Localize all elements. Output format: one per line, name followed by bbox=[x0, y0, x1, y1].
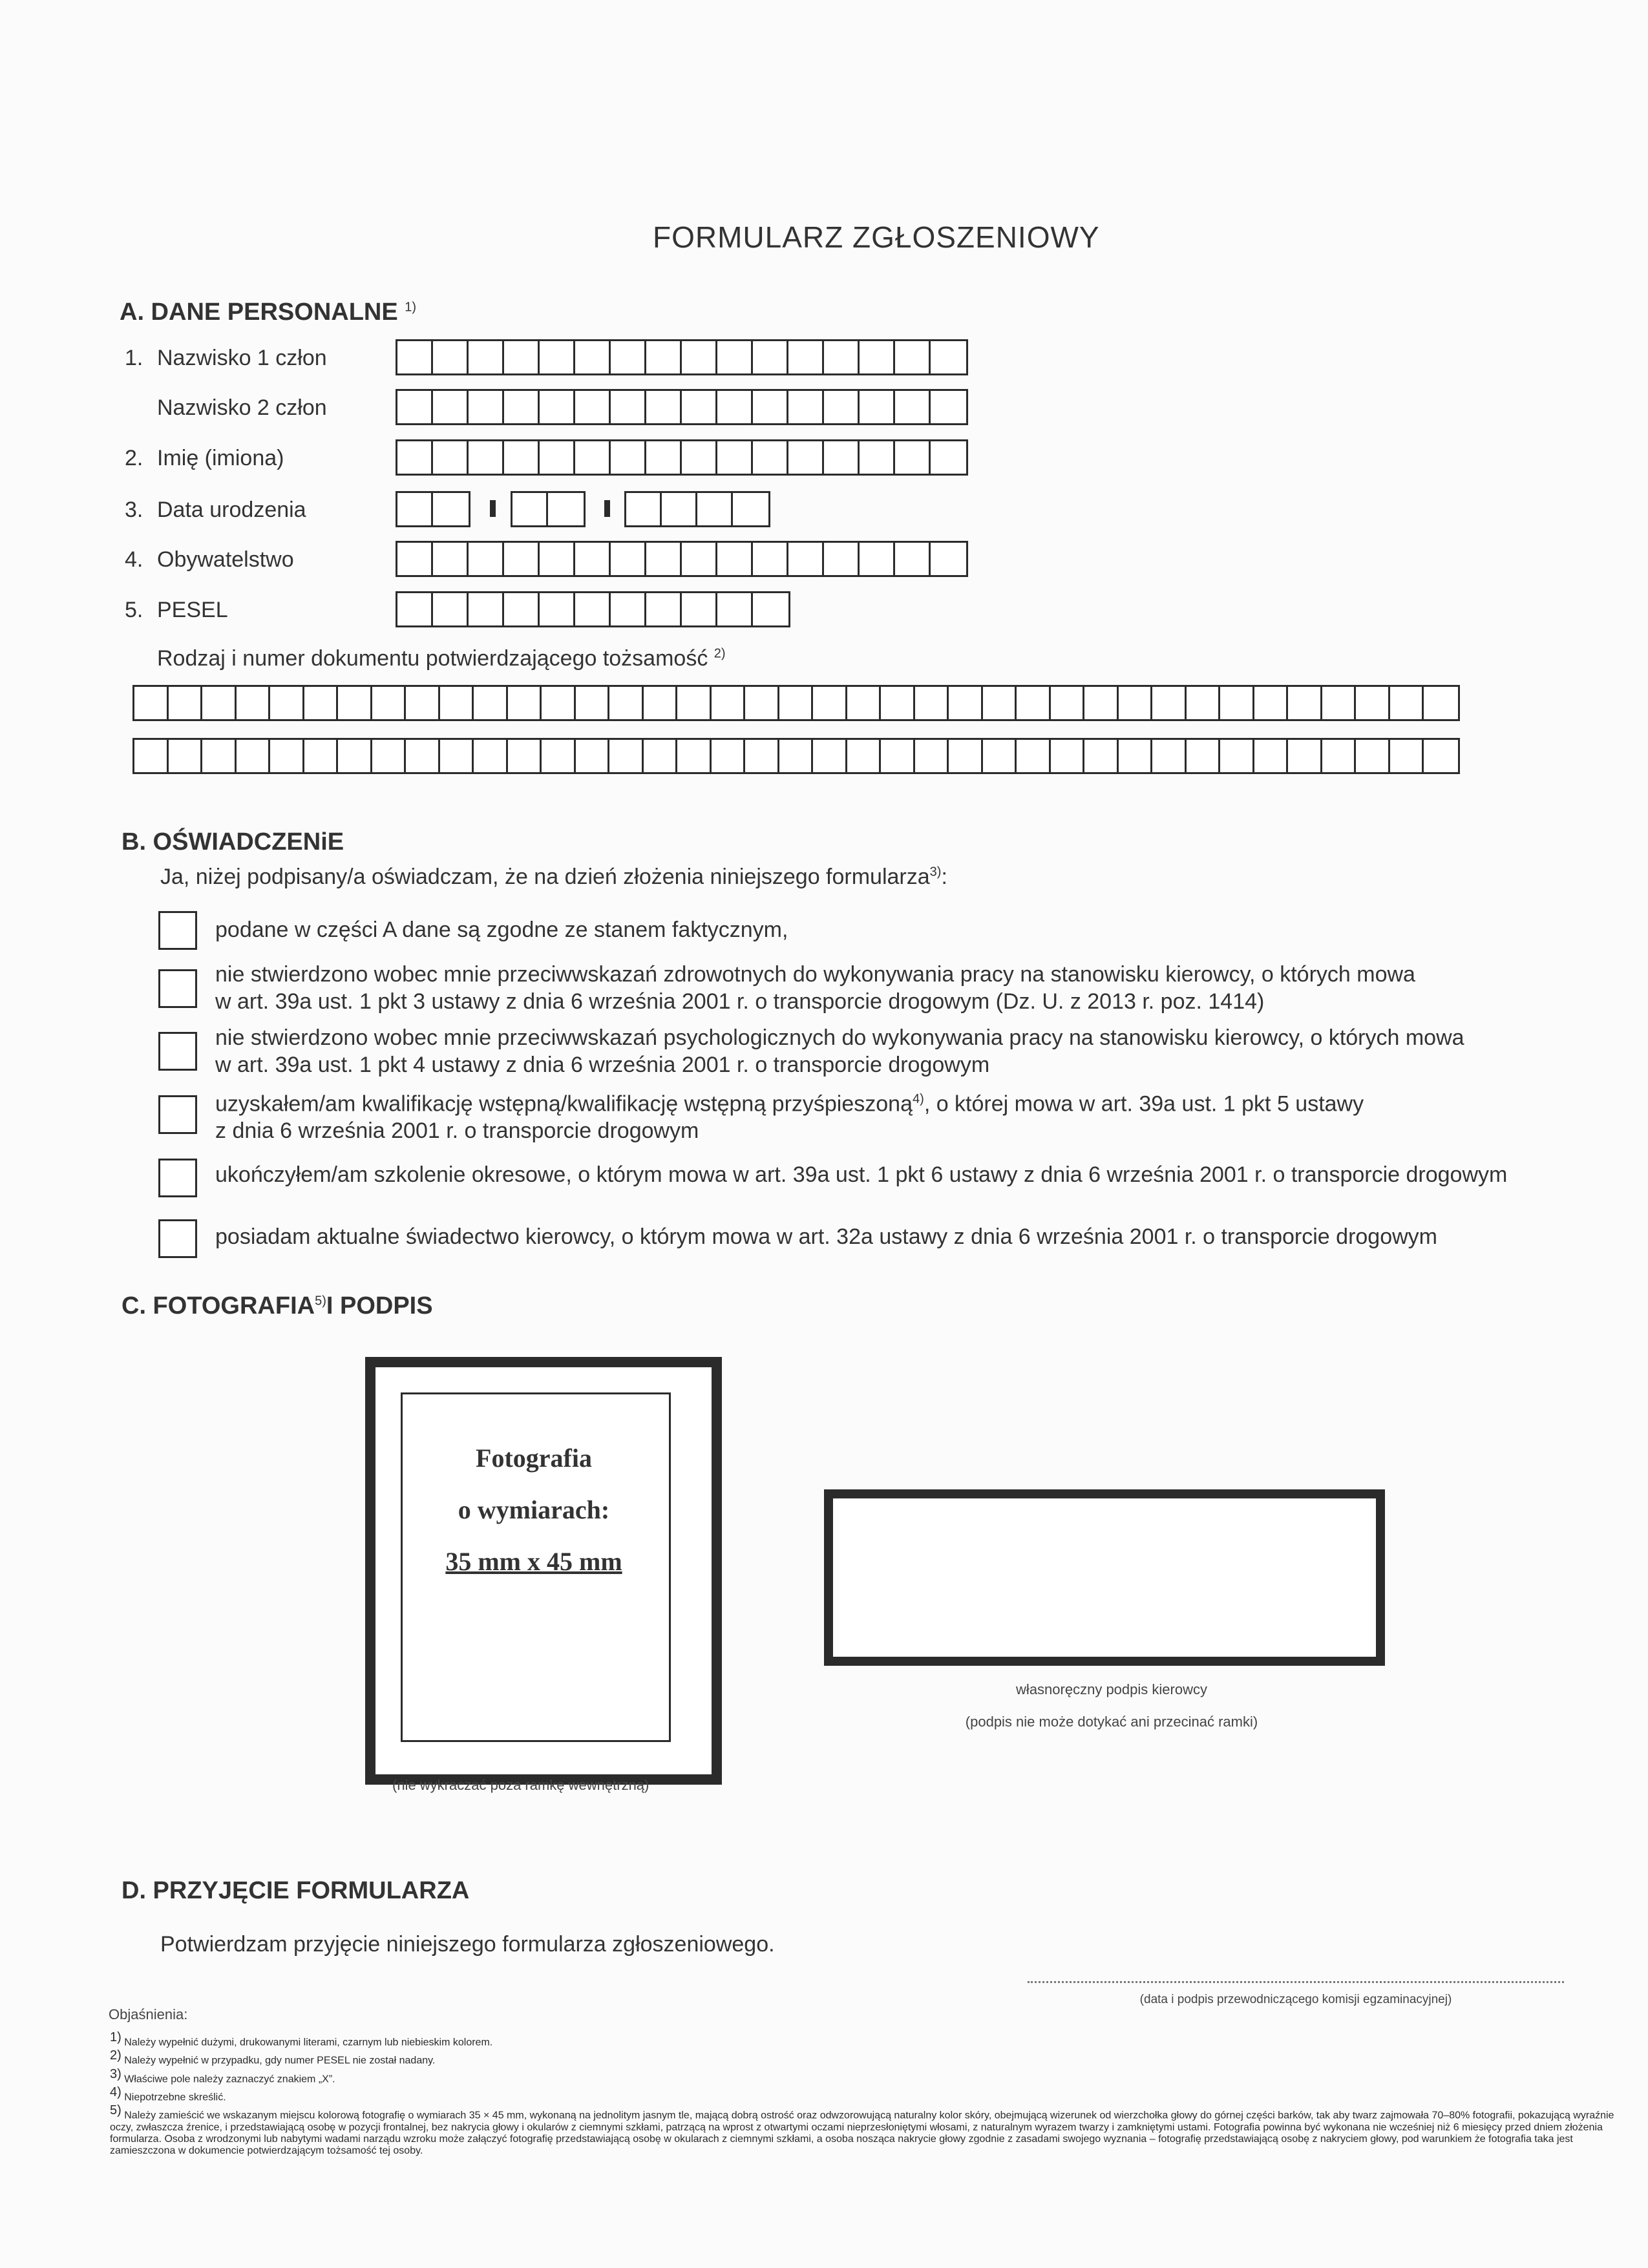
character-cell[interactable] bbox=[433, 341, 469, 373]
first-name-label: Imię (imiona) bbox=[157, 446, 284, 470]
character-cell[interactable] bbox=[646, 391, 682, 423]
character-cell[interactable] bbox=[406, 740, 440, 772]
statement-4-line-1-text: uzyskałem/am kwalifikację wstępną/kwalifikację wstępną przyśpieszoną bbox=[215, 1091, 913, 1117]
character-cell[interactable] bbox=[1051, 740, 1085, 772]
character-cell[interactable] bbox=[609, 740, 644, 772]
surname-2-input[interactable] bbox=[396, 389, 968, 425]
character-cell[interactable] bbox=[134, 740, 169, 772]
character-cell[interactable] bbox=[1187, 740, 1221, 772]
character-cell[interactable] bbox=[1322, 740, 1357, 772]
character-cell[interactable] bbox=[575, 341, 611, 373]
character-cell[interactable] bbox=[646, 341, 682, 373]
pesel-input[interactable] bbox=[396, 591, 790, 627]
surname-1-input[interactable] bbox=[396, 339, 968, 375]
character-cell[interactable] bbox=[644, 740, 678, 772]
character-cell[interactable] bbox=[1119, 740, 1153, 772]
character-cell[interactable] bbox=[717, 341, 753, 373]
character-cell[interactable] bbox=[860, 341, 895, 373]
character-cell[interactable] bbox=[717, 441, 753, 474]
character-cell[interactable] bbox=[372, 687, 407, 719]
footnote-ref: 2) bbox=[110, 2048, 121, 2063]
character-cell[interactable] bbox=[1424, 740, 1458, 772]
character-cell[interactable] bbox=[440, 687, 474, 719]
character-cell[interactable] bbox=[677, 687, 712, 719]
character-cell[interactable] bbox=[1322, 687, 1357, 719]
character-cell[interactable] bbox=[397, 543, 433, 575]
character-cell[interactable] bbox=[646, 441, 682, 474]
character-cell[interactable] bbox=[644, 687, 678, 719]
character-cell[interactable] bbox=[542, 740, 576, 772]
character-cell[interactable] bbox=[682, 441, 717, 474]
character-cell[interactable] bbox=[576, 687, 610, 719]
character-cell[interactable] bbox=[1084, 740, 1119, 772]
declaration-footnote-ref: 3) bbox=[929, 865, 942, 879]
character-cell[interactable] bbox=[931, 341, 966, 373]
statement-2 bbox=[215, 961, 1415, 1015]
character-cell[interactable] bbox=[433, 441, 469, 474]
statement-checkbox-4[interactable] bbox=[158, 1095, 197, 1134]
character-cell[interactable] bbox=[813, 687, 847, 719]
acceptance-statement: Potwierdzam przyjęcie niniejszego formularza zgłoszeniowego. bbox=[160, 1932, 775, 1957]
section-d-heading: D. PRZYJĘCIE FORMULARZA bbox=[121, 1877, 470, 1904]
character-cell[interactable] bbox=[134, 687, 169, 719]
form-title: FORMULARZ ZGŁOSZENIOWY bbox=[653, 220, 1100, 254]
character-cell[interactable] bbox=[682, 593, 717, 625]
character-cell[interactable] bbox=[717, 593, 753, 625]
character-cell[interactable] bbox=[540, 441, 575, 474]
character-cell[interactable] bbox=[270, 687, 304, 719]
character-cell[interactable] bbox=[304, 687, 339, 719]
character-cell[interactable] bbox=[1152, 740, 1187, 772]
character-cell[interactable] bbox=[397, 341, 433, 373]
character-cell[interactable] bbox=[433, 543, 469, 575]
character-cell[interactable] bbox=[682, 341, 717, 373]
footnote-text: Należy wypełnić dużymi, drukowanymi literami, czarnym lub niebieskim kolorem. bbox=[124, 2037, 493, 2048]
character-cell[interactable] bbox=[202, 687, 237, 719]
character-cell[interactable] bbox=[682, 391, 717, 423]
character-cell[interactable] bbox=[824, 341, 860, 373]
character-cell[interactable] bbox=[202, 740, 237, 772]
character-cell[interactable] bbox=[931, 391, 966, 423]
character-cell[interactable] bbox=[397, 493, 433, 525]
statement-checkbox-3[interactable] bbox=[158, 1032, 197, 1071]
statement-1-line-1: podane w części A dane są zgodne ze stanem faktycznym, bbox=[215, 918, 788, 942]
examiner-signature-line[interactable] bbox=[1028, 1981, 1564, 1983]
id-document-label bbox=[157, 646, 726, 671]
character-cell[interactable] bbox=[237, 687, 271, 719]
character-cell[interactable] bbox=[1390, 740, 1424, 772]
character-cell[interactable] bbox=[338, 740, 372, 772]
character-cell[interactable] bbox=[609, 687, 644, 719]
footnote-ref: 4) bbox=[110, 2084, 121, 2099]
character-cell[interactable] bbox=[406, 687, 440, 719]
character-cell[interactable] bbox=[915, 687, 949, 719]
section-a-heading-text: A. DANE PERSONALNE bbox=[120, 299, 398, 326]
character-cell[interactable] bbox=[611, 543, 646, 575]
declaration-intro bbox=[160, 865, 947, 890]
section-c-heading-end: I PODPIS bbox=[326, 1292, 433, 1319]
footnote-ref: 5) bbox=[110, 2103, 121, 2118]
statement-6 bbox=[215, 1223, 1437, 1250]
footnote-ref: 3) bbox=[110, 2066, 121, 2081]
character-cell[interactable] bbox=[677, 740, 712, 772]
character-cell[interactable] bbox=[662, 493, 697, 525]
character-cell[interactable] bbox=[397, 441, 433, 474]
footnote-text: Należy zamieścić we wskazanym miejscu kolorową fotografię o wymiarach 35 × 45 mm, wykonaną na jednolitym jasnym tle, mającą dobrą ostrość oraz odwzorowującą naturalny kolor skóry, obejmującą wizerunek od wierzchołka głowy do górnej części barków, tak aby twarz zajmowała 70–80% fotografii, pokazującą wyraźnie oczy, zwłaszcza źrenice, i przedstawiającą osobę w pozycji frontalnej, bez nakrycia głowy i okularów z ciemnymi szkłami, patrzącą na wprost z otwartymi oczami nieprzesłoniętymi włosami, z naturalnym wyrazem twarzy i zamkniętymi ustami. Fotografia powinna być wykonana nie wcześniej niż 6 miesięcy przed dniem złożenia formularza. Osoba z wrodzonymi lub nabytymi wadami narządu wzroku może załączyć fotografię przedstawiającą osobę w okularach z ciemnymi szkłami, a osoba nosząca nakrycie głowy zgodnie z zasadami swojego wyznania – fotografię przedstawiającą osobę z nakryciem głowy, pod warunkiem że fotografia taka jest zamieszczona w dokumencie potwierdzającym tożsamość tej osoby. bbox=[110, 2110, 1614, 2156]
character-cell[interactable] bbox=[304, 740, 339, 772]
character-cell[interactable] bbox=[1356, 740, 1390, 772]
photo-caption-line-1: Fotografia bbox=[476, 1444, 592, 1473]
statement-checkbox-1[interactable] bbox=[158, 911, 197, 950]
character-cell[interactable] bbox=[813, 740, 847, 772]
character-cell[interactable] bbox=[1187, 687, 1221, 719]
character-cell[interactable] bbox=[824, 391, 860, 423]
footnote-item bbox=[110, 2103, 1629, 2156]
footnote-text: Niepotrzebne skreślić. bbox=[124, 2092, 226, 2103]
character-cell[interactable] bbox=[847, 687, 882, 719]
character-cell[interactable] bbox=[983, 740, 1017, 772]
signature-note: (podpis nie może dotykać ani przecinać ramki) bbox=[965, 1714, 1258, 1730]
footnote-item bbox=[110, 2067, 1629, 2085]
character-cell[interactable] bbox=[983, 687, 1017, 719]
id-document-footnote-ref: 2) bbox=[713, 646, 726, 661]
character-cell[interactable] bbox=[788, 441, 824, 474]
character-cell[interactable] bbox=[611, 593, 646, 625]
footnote-text: Właściwe pole należy zaznaczyć znakiem „X”. bbox=[124, 2073, 335, 2084]
character-cell[interactable] bbox=[860, 441, 895, 474]
character-cell[interactable] bbox=[474, 740, 508, 772]
character-cell[interactable] bbox=[548, 493, 584, 525]
character-cell[interactable] bbox=[860, 391, 895, 423]
id-document-label-text: Rodzaj i numer dokumentu potwierdzającego tożsamość bbox=[157, 646, 708, 671]
character-cell[interactable] bbox=[469, 593, 504, 625]
character-cell[interactable] bbox=[895, 341, 931, 373]
character-cell[interactable] bbox=[540, 593, 575, 625]
character-cell[interactable] bbox=[397, 593, 433, 625]
character-cell[interactable] bbox=[949, 687, 983, 719]
field-number-2: 2. bbox=[125, 446, 143, 470]
character-cell[interactable] bbox=[824, 441, 860, 474]
photo-caption-line-2: o wymiarach: bbox=[458, 1495, 610, 1524]
section-c-heading-text: C. FOTOGRAFIA bbox=[121, 1292, 315, 1319]
section-c-heading bbox=[121, 1292, 433, 1320]
field-number-5: 5. bbox=[125, 598, 143, 622]
character-cell[interactable] bbox=[788, 543, 824, 575]
footnotes-heading: Objaśnienia: bbox=[109, 2006, 188, 2022]
character-cell[interactable] bbox=[1084, 687, 1119, 719]
character-cell[interactable] bbox=[753, 543, 788, 575]
statement-checkbox-6[interactable] bbox=[158, 1219, 197, 1258]
section-a-heading bbox=[120, 299, 416, 326]
character-cell[interactable] bbox=[1356, 687, 1390, 719]
character-cell[interactable] bbox=[1288, 740, 1322, 772]
character-cell[interactable] bbox=[779, 740, 814, 772]
character-cell[interactable] bbox=[931, 441, 966, 474]
character-cell[interactable] bbox=[474, 687, 508, 719]
character-cell[interactable] bbox=[1152, 687, 1187, 719]
character-cell[interactable] bbox=[270, 740, 304, 772]
statement-3-line-1: nie stwierdzono wobec mnie przeciwwskazań psychologicznych do wykonywania pracy na stanowisku kierowcy, o których mowa bbox=[215, 1025, 1464, 1050]
statement-5-line-1: ukończyłem/am szkolenie okresowe, o którym mowa w art. 39a ust. 1 pkt 6 ustawy z dnia 6 września 2001 r. o transporcie drogowym bbox=[215, 1162, 1508, 1187]
statement-4-line-1-end: , o której mowa w art. 39a ust. 1 pkt 5 ustawy bbox=[924, 1091, 1364, 1117]
signature-label: własnoręczny podpis kierowcy bbox=[1016, 1681, 1207, 1697]
character-cell[interactable] bbox=[1424, 687, 1458, 719]
statement-2-line-1: nie stwierdzono wobec mnie przeciwwskazań zdrowotnych do wykonywania pracy na stanowisku kierowcy, o których mowa bbox=[215, 962, 1415, 987]
character-cell[interactable] bbox=[895, 441, 931, 474]
birth-day-input[interactable] bbox=[396, 491, 470, 527]
character-cell[interactable] bbox=[712, 687, 746, 719]
character-cell[interactable] bbox=[169, 740, 203, 772]
statement-4-line-2: z dnia 6 września 2001 r. o transporcie drogowym bbox=[215, 1118, 699, 1144]
character-cell[interactable] bbox=[504, 391, 540, 423]
character-cell[interactable] bbox=[469, 543, 504, 575]
character-cell[interactable] bbox=[433, 593, 469, 625]
citizenship-input[interactable] bbox=[396, 541, 968, 577]
statement-4 bbox=[215, 1086, 1364, 1144]
character-cell[interactable] bbox=[733, 493, 768, 525]
statement-3-line-2: w art. 39a ust. 1 pkt 4 ustawy z dnia 6 września 2001 r. o transporcie drogowym bbox=[215, 1053, 990, 1077]
character-cell[interactable] bbox=[824, 543, 860, 575]
statement-4-line-1 bbox=[215, 1086, 1364, 1117]
date-separator bbox=[490, 500, 496, 517]
birth-year-input[interactable] bbox=[624, 491, 770, 527]
character-cell[interactable] bbox=[881, 740, 915, 772]
character-cell[interactable] bbox=[237, 740, 271, 772]
statement-6-line-1: posiadam aktualne świadectwo kierowcy, o którym mowa w art. 32a ustawy z dnia 6 września 2001 r. o transporcie drogowym bbox=[215, 1224, 1438, 1249]
character-cell[interactable] bbox=[611, 341, 646, 373]
character-cell[interactable] bbox=[753, 441, 788, 474]
character-cell[interactable] bbox=[433, 493, 469, 525]
character-cell[interactable] bbox=[504, 441, 540, 474]
character-cell[interactable] bbox=[626, 493, 662, 525]
footnote-text: Należy wypełnić w przypadku, gdy numer PESEL nie został nadany. bbox=[124, 2055, 436, 2066]
statement-2-line-2: w art. 39a ust. 1 pkt 3 ustawy z dnia 6 września 2001 r. o transporcie drogowym (Dz. U. z 2013 r. poz. 1414) bbox=[215, 989, 1265, 1014]
declaration-intro-text: Ja, niżej podpisany/a oświadczam, że na dzień złożenia niniejszego formularza bbox=[160, 865, 930, 889]
character-cell[interactable] bbox=[753, 341, 788, 373]
character-cell[interactable] bbox=[717, 391, 753, 423]
character-cell[interactable] bbox=[575, 441, 611, 474]
character-cell[interactable] bbox=[1220, 740, 1254, 772]
character-cell[interactable] bbox=[508, 740, 542, 772]
id-document-input-row-1[interactable] bbox=[132, 685, 1460, 721]
pesel-label: PESEL bbox=[157, 598, 228, 622]
character-cell[interactable] bbox=[1390, 687, 1424, 719]
character-cell[interactable] bbox=[611, 441, 646, 474]
character-cell[interactable] bbox=[788, 341, 824, 373]
character-cell[interactable] bbox=[646, 543, 682, 575]
declaration-intro-colon: : bbox=[941, 865, 947, 889]
character-cell[interactable] bbox=[338, 687, 372, 719]
footnote-item bbox=[110, 2030, 1629, 2048]
character-cell[interactable] bbox=[745, 740, 779, 772]
date-separator bbox=[604, 500, 610, 517]
character-cell[interactable] bbox=[1288, 687, 1322, 719]
character-cell[interactable] bbox=[881, 687, 915, 719]
character-cell[interactable] bbox=[646, 593, 682, 625]
character-cell[interactable] bbox=[469, 391, 504, 423]
character-cell[interactable] bbox=[433, 391, 469, 423]
birth-month-input[interactable] bbox=[511, 491, 586, 527]
character-cell[interactable] bbox=[847, 740, 882, 772]
statement-1 bbox=[215, 916, 788, 943]
character-cell[interactable] bbox=[611, 391, 646, 423]
character-cell[interactable] bbox=[372, 740, 407, 772]
character-cell[interactable] bbox=[542, 687, 576, 719]
character-cell[interactable] bbox=[915, 740, 949, 772]
field-number-3: 3. bbox=[125, 498, 143, 522]
character-cell[interactable] bbox=[469, 441, 504, 474]
examiner-signature-caption: (data i podpis przewodniczącego komisji egzaminacyjnej) bbox=[1139, 1993, 1452, 2006]
character-cell[interactable] bbox=[504, 593, 540, 625]
character-cell[interactable] bbox=[697, 493, 733, 525]
character-cell[interactable] bbox=[397, 391, 433, 423]
surname-1-label: Nazwisko 1 człon bbox=[157, 346, 327, 370]
statement-5 bbox=[215, 1161, 1507, 1188]
character-cell[interactable] bbox=[440, 740, 474, 772]
footnote-item bbox=[110, 2048, 1629, 2066]
character-cell[interactable] bbox=[1220, 687, 1254, 719]
character-cell[interactable] bbox=[504, 543, 540, 575]
character-cell[interactable] bbox=[895, 391, 931, 423]
character-cell[interactable] bbox=[712, 740, 746, 772]
character-cell[interactable] bbox=[717, 543, 753, 575]
signature-box[interactable] bbox=[824, 1489, 1385, 1666]
character-cell[interactable] bbox=[540, 543, 575, 575]
footnote-item bbox=[110, 2085, 1629, 2103]
character-cell[interactable] bbox=[1017, 687, 1051, 719]
character-cell[interactable] bbox=[682, 543, 717, 575]
birth-date-label: Data urodzenia bbox=[157, 498, 306, 522]
character-cell[interactable] bbox=[753, 593, 788, 625]
character-cell[interactable] bbox=[575, 543, 611, 575]
section-b-heading: B. OŚWIADCZENiE bbox=[121, 828, 344, 856]
section-a-footnote-ref: 1) bbox=[405, 300, 417, 315]
character-cell[interactable] bbox=[504, 341, 540, 373]
character-cell[interactable] bbox=[540, 391, 575, 423]
footnotes-list bbox=[110, 2030, 1629, 2157]
character-cell[interactable] bbox=[1051, 687, 1085, 719]
field-number-1: 1. bbox=[125, 346, 143, 370]
character-cell[interactable] bbox=[1119, 687, 1153, 719]
character-cell[interactable] bbox=[895, 543, 931, 575]
photo-size-caption: 35 mm x 45 mm bbox=[445, 1547, 622, 1576]
citizenship-label: Obywatelstwo bbox=[157, 547, 294, 572]
id-document-input-row-2[interactable] bbox=[132, 738, 1460, 774]
statement-3 bbox=[215, 1024, 1464, 1078]
character-cell[interactable] bbox=[169, 687, 203, 719]
photo-frame-note: (nie wykraczać poza ramkę wewnętrzną) bbox=[392, 1777, 650, 1793]
footnote-ref: 1) bbox=[110, 2030, 121, 2044]
character-cell[interactable] bbox=[575, 593, 611, 625]
section-c-footnote-ref: 5) bbox=[315, 1294, 326, 1308]
character-cell[interactable] bbox=[1254, 687, 1289, 719]
field-number-4: 4. bbox=[125, 547, 143, 572]
character-cell[interactable] bbox=[508, 687, 542, 719]
character-cell[interactable] bbox=[788, 391, 824, 423]
character-cell[interactable] bbox=[1017, 740, 1051, 772]
character-cell[interactable] bbox=[576, 740, 610, 772]
character-cell[interactable] bbox=[931, 543, 966, 575]
character-cell[interactable] bbox=[745, 687, 779, 719]
surname-2-label: Nazwisko 2 człon bbox=[157, 395, 327, 420]
character-cell[interactable] bbox=[949, 740, 983, 772]
character-cell[interactable] bbox=[575, 391, 611, 423]
statement-checkbox-5[interactable] bbox=[158, 1159, 197, 1197]
statement-4-footnote-ref: 4) bbox=[913, 1092, 924, 1106]
character-cell[interactable] bbox=[779, 687, 814, 719]
character-cell[interactable] bbox=[860, 543, 895, 575]
character-cell[interactable] bbox=[512, 493, 548, 525]
character-cell[interactable] bbox=[540, 341, 575, 373]
statement-checkbox-2[interactable] bbox=[158, 969, 197, 1008]
first-name-input[interactable] bbox=[396, 439, 968, 476]
character-cell[interactable] bbox=[1254, 740, 1289, 772]
character-cell[interactable] bbox=[753, 391, 788, 423]
character-cell[interactable] bbox=[469, 341, 504, 373]
